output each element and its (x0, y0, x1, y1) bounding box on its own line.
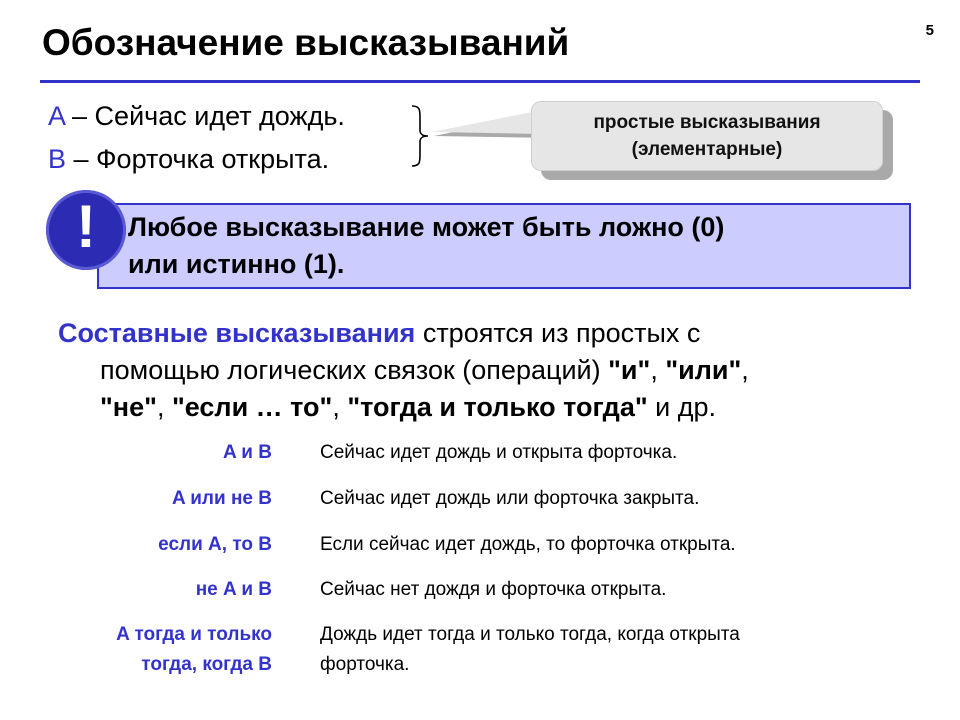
example-formula: A или не B (171, 488, 272, 509)
example-meaning-line-2: форточка. (320, 654, 410, 675)
example-formula: A и B (223, 442, 272, 463)
simple-statement-b (48, 144, 329, 175)
example-formula-line-2: тогда, когда B (141, 654, 272, 675)
slide-number: 5 (925, 22, 934, 39)
callout-line-2: (элементарные) (631, 139, 783, 160)
compound-line-2 (58, 352, 908, 389)
statement-b-text: – Форточка открыта. (66, 144, 330, 174)
separator-2: , (741, 355, 749, 385)
compound-statements-paragraph (58, 315, 908, 426)
example-formula (42, 620, 272, 680)
connective-iff: "тогда и только тогда" (347, 392, 648, 422)
connective-if-then: "если … то" (171, 392, 333, 422)
compound-line-1-rest: строятся из простых с (415, 318, 701, 348)
compound-term: Составные высказывания (58, 318, 416, 348)
example-meaning: Сейчас нет дождя и форточка открыта. (320, 579, 667, 600)
example-formula: если A, то B (158, 534, 272, 555)
compound-tail: и др. (647, 392, 716, 422)
example-formula: не A и B (195, 579, 272, 600)
compound-line-2-text: помощью логических связок (операций) (100, 355, 609, 385)
exclamation-icon (46, 190, 126, 270)
connective-or: "или" (665, 355, 742, 385)
separator-3: , (156, 392, 172, 422)
note-line-2: или истинно (1). (128, 249, 345, 279)
simple-statement-a (48, 101, 345, 132)
example-formula-line-1: A тогда и только (116, 624, 272, 645)
page-title: Обозначение высказываний (42, 22, 570, 63)
variable-a: A (48, 101, 65, 131)
note-line-1: Любое высказывание может быть ложно (0) (128, 212, 725, 242)
title-divider (40, 80, 920, 83)
example-meaning: Сейчас идет дождь и открыта форточка. (320, 442, 678, 463)
callout-line-1: простые высказывания (593, 112, 821, 133)
separator-4: , (332, 392, 348, 422)
compound-line-3 (58, 389, 908, 426)
example-meaning (320, 620, 740, 680)
example-meaning: Сейчас идет дождь или форточка закрыта. (320, 488, 700, 509)
note-text (128, 209, 724, 283)
separator-1: , (650, 355, 666, 385)
statement-a-text: – Сейчас идет дождь. (64, 101, 345, 131)
compound-line-1 (58, 315, 908, 352)
variable-b: B (48, 144, 67, 174)
connective-not: "не" (100, 392, 157, 422)
example-meaning: Если сейчас идет дождь, то форточка открыта. (320, 534, 736, 555)
exclamation-mark: ! (76, 193, 96, 260)
example-meaning-line-1: Дождь идет тогда и только тогда, когда открыта (320, 624, 740, 645)
curly-brace-icon (408, 104, 432, 168)
connective-and: "и" (608, 355, 651, 385)
simple-statements-callout (531, 101, 883, 171)
